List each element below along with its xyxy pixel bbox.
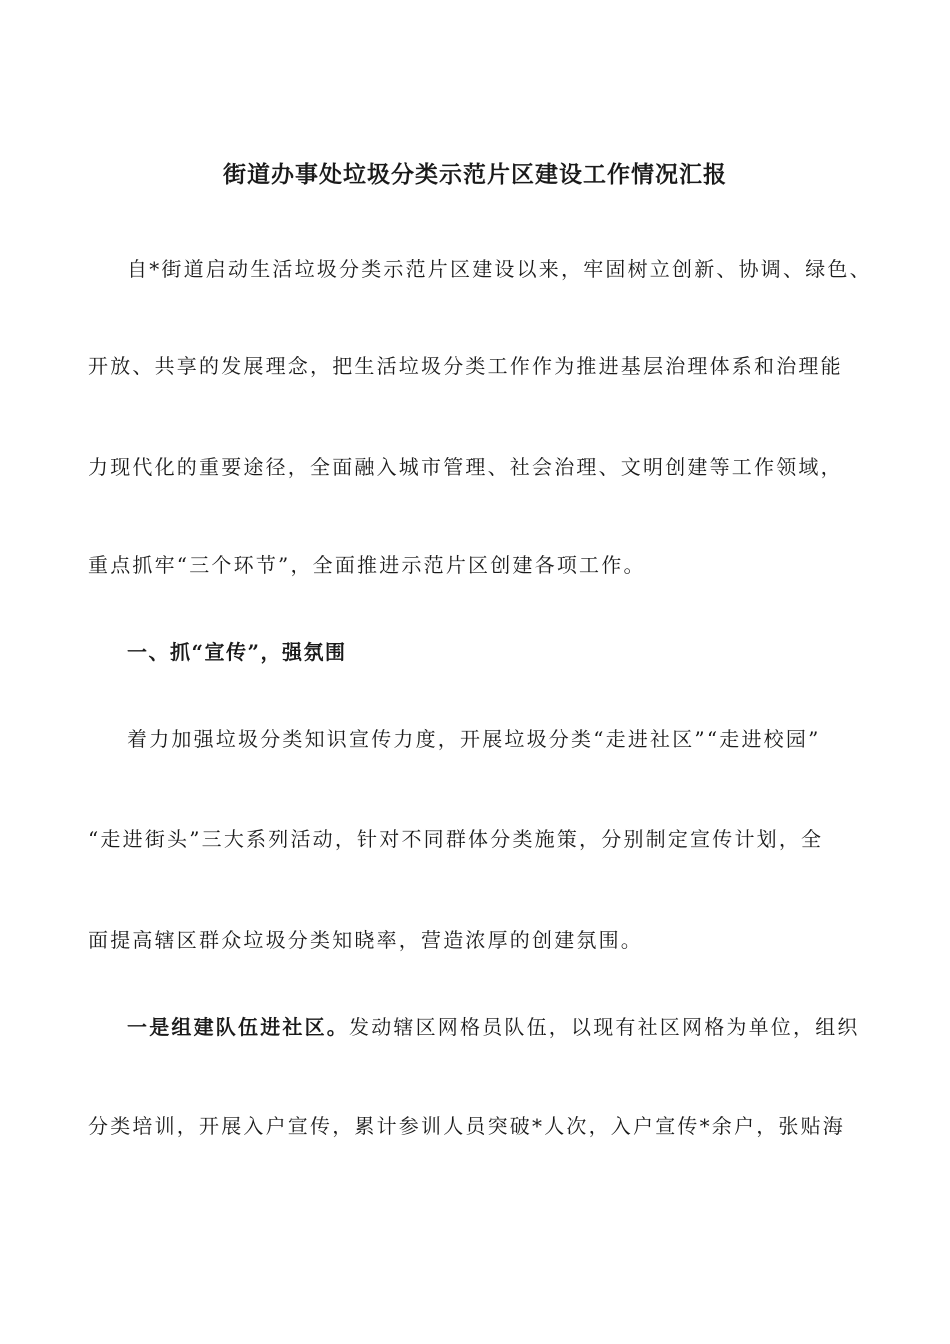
- document-title: 街道办事处垃圾分类示范片区建设工作情况汇报: [223, 161, 727, 188]
- item-text: 发动辖区网格员队伍，以现有社区网格为单位，组织: [349, 1015, 860, 1039]
- paragraph-line: 着力加强垃圾分类知识宣传力度，开展垃圾分类“走进社区”“走进校园”: [127, 727, 821, 751]
- section-heading: 一、抓“宣传”，强氛围: [127, 640, 347, 664]
- paragraph-line: 开放、共享的发展理念，把生活垃圾分类工作作为推进基层治理体系和治理能: [88, 354, 843, 378]
- paragraph-line: 分类培训，开展入户宣传，累计参训人员突破*人次，入户宣传*余户，张贴海: [88, 1114, 845, 1138]
- paragraph-line: 自*街道启动生活垃圾分类示范片区建设以来，牢固树立创新、协调、绿色、: [127, 257, 872, 281]
- paragraph-line: 力现代化的重要途径，全面融入城市管理、社会治理、文明创建等工作领域，: [88, 455, 843, 479]
- paragraph-line: [127, 1012, 860, 1042]
- paragraph-line: 面提高辖区群众垃圾分类知晓率，营造浓厚的创建氛围。: [88, 928, 643, 952]
- item-lead-bold: 一是组建队伍进社区。: [127, 1015, 349, 1039]
- paragraph-line: 重点抓牢“三个环节”，全面推进示范片区创建各项工作。: [88, 553, 646, 577]
- paragraph-line: “走进街头”三大系列活动，针对不同群体分类施策，分别制定宣传计划，全: [88, 827, 824, 851]
